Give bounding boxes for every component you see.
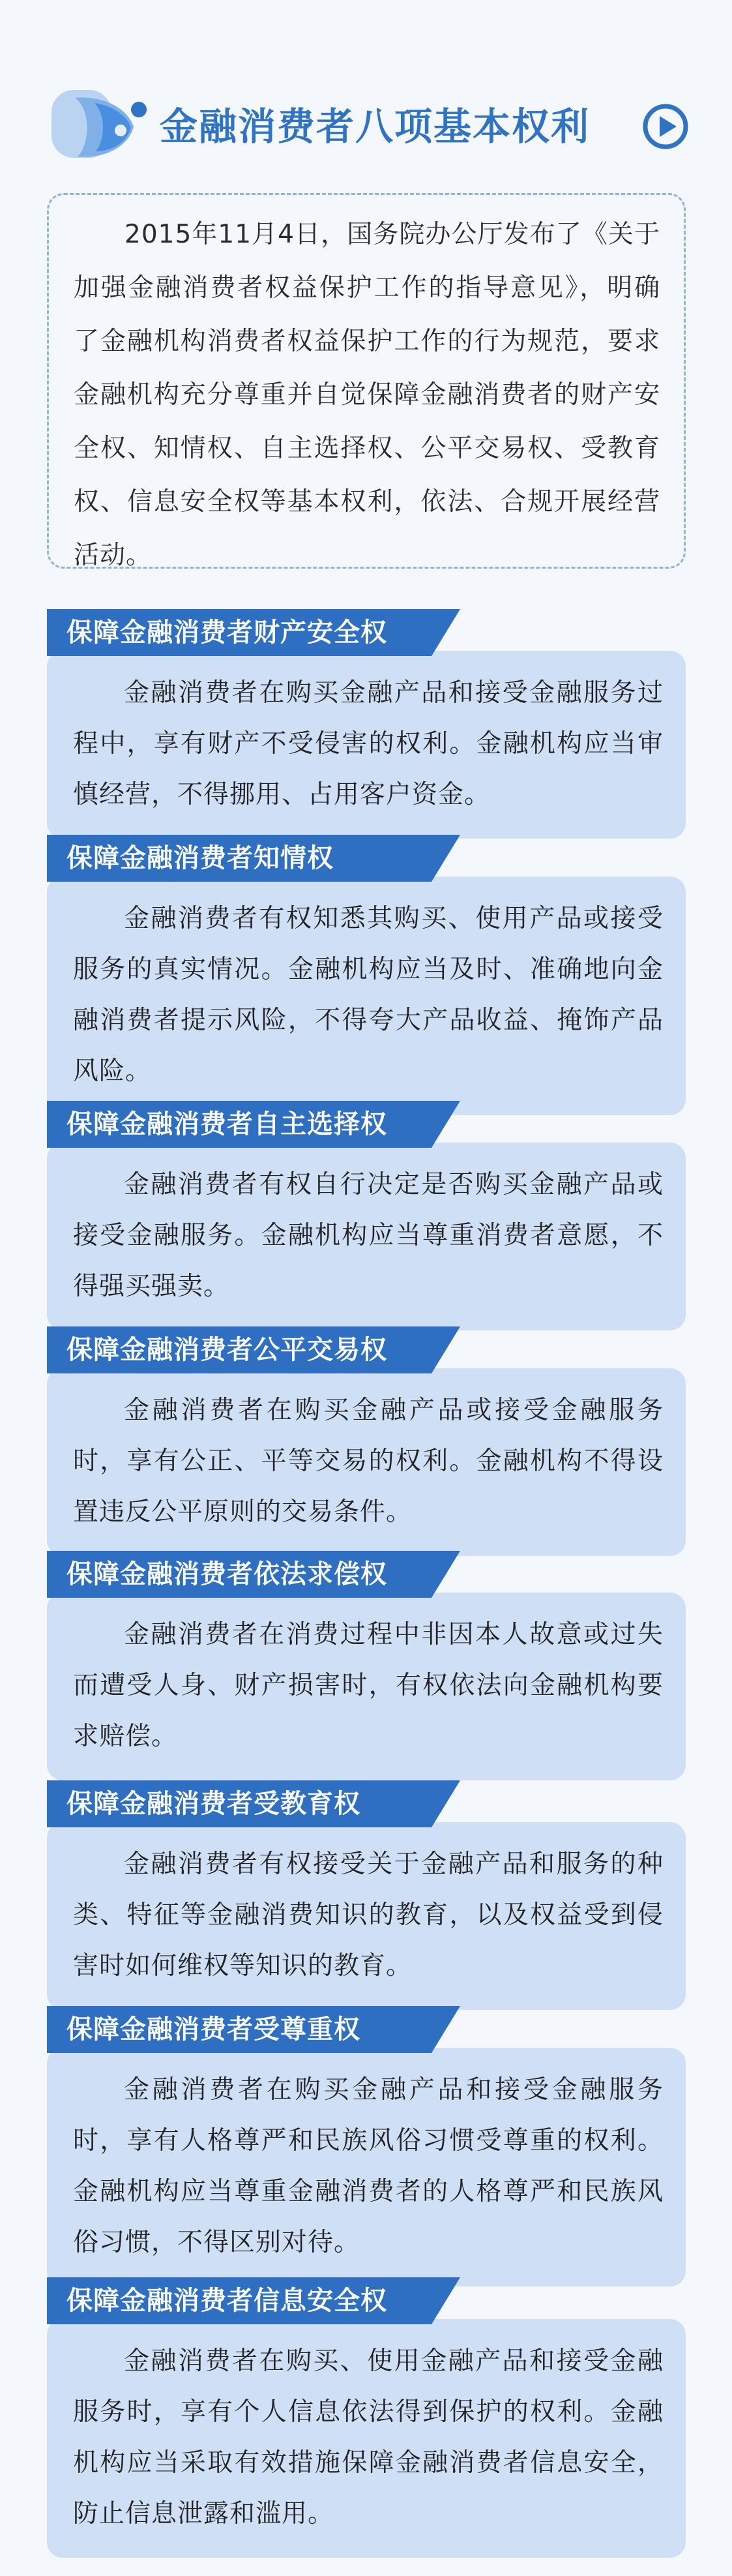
play-icon xyxy=(642,103,689,150)
section-title: 保障金融消费者受教育权 xyxy=(47,1780,432,1827)
section-body: 金融消费者在购买金融产品或接受金融服务时，享有公正、平等交易的权利。金融机构不得设置违反公平原则的交易条件。 xyxy=(73,1396,664,1527)
section-body: 金融消费者在购买金融产品和接受金融服务过程中，享有财产不受侵害的权利。金融机构应当审慎经营，不得挪用、占用客户资金。 xyxy=(73,678,664,809)
section-title: 保障金融消费者知情权 xyxy=(47,835,432,882)
section-title: 保障金融消费者公平交易权 xyxy=(47,1326,432,1373)
page-title: 金融消费者八项基本权利 xyxy=(160,104,591,149)
intro-box xyxy=(47,193,686,569)
section-title: 保障金融消费者财产安全权 xyxy=(47,609,432,656)
logo-icon xyxy=(49,83,153,168)
section-body: 金融消费者有权知悉其购买、使用产品或接受服务的真实情况。金融机构应当及时、准确地向金融消费者提示风险，不得夸大产品收益、掩饰产品风险。 xyxy=(73,904,664,1086)
section-body: 金融消费者在购买金融产品和接受金融服务时，享有人格尊严和民族风俗习惯受尊重的权利。金融机构应当尊重金融消费者的人格尊严和民族风俗习惯，不得区别对待。 xyxy=(73,2075,664,2257)
section-free-choice xyxy=(47,1101,686,1330)
section-compensation xyxy=(47,1551,686,1780)
section-card xyxy=(47,876,686,1115)
section-respect xyxy=(47,2006,686,2286)
section-card xyxy=(47,1143,686,1330)
section-fair-trade xyxy=(47,1326,686,1556)
section-card xyxy=(47,2048,686,2286)
section-title: 保障金融消费者依法求偿权 xyxy=(47,1551,432,1598)
intro-text: 2015年11月4日，国务院办公厅发布了《关于加强金融消费者权益保护工作的指导意见》，明确了金融机构消费者权益保护工作的行为规范，要求金融机构充分尊重并自觉保障金融消费者的财产安全权、知情权、自主选择权、公平交易权、受教育权、信息安全权等基本权利，依法、合规开展经营活动。 xyxy=(74,220,660,570)
section-property-security xyxy=(47,609,686,839)
section-body: 金融消费者有权自行决定是否购买金融产品或接受金融服务。金融机构应当尊重消费者意愿，不得强买强卖。 xyxy=(73,1170,664,1301)
section-card xyxy=(47,1822,686,2010)
section-body: 金融消费者在购买、使用金融产品和接受金融服务时，享有个人信息依法得到保护的权利。金融机构应当采取有效措施保障金融消费者信息安全，防止信息泄露和滥用。 xyxy=(73,2346,664,2528)
section-body: 金融消费者有权接受关于金融产品和服务的种类、特征等金融消费知识的教育，以及权益受到侵害时如何维权等知识的教育。 xyxy=(73,1850,664,1981)
section-title: 保障金融消费者自主选择权 xyxy=(47,1101,432,1148)
section-education xyxy=(47,1780,686,2010)
section-card xyxy=(47,1593,686,1780)
section-title: 保障金融消费者受尊重权 xyxy=(47,2006,432,2053)
section-card xyxy=(47,651,686,839)
section-card xyxy=(47,1368,686,1556)
section-right-to-know xyxy=(47,835,686,1115)
section-card xyxy=(47,2319,686,2558)
section-information-security xyxy=(47,2277,686,2558)
section-title: 保障金融消费者信息安全权 xyxy=(47,2277,432,2324)
section-body: 金融消费者在消费过程中非因本人故意或过失而遭受人身、财产损害时，有权依法向金融机构要求赔偿。 xyxy=(73,1620,664,1751)
header xyxy=(49,78,694,179)
